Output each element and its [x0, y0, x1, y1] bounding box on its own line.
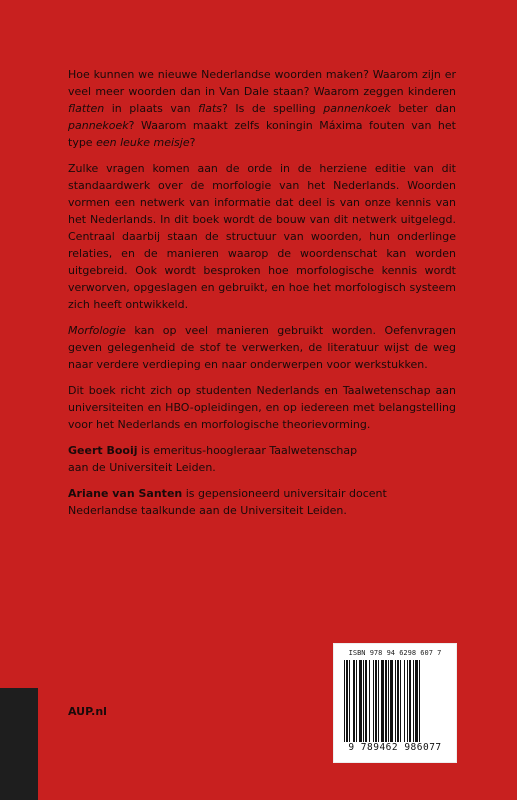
intro-em-leuke-meisje: een leuke meisje — [96, 136, 190, 149]
barcode-bar — [363, 660, 364, 742]
barcode-bar — [385, 660, 387, 742]
intro-text-4: beter dan — [390, 102, 456, 115]
barcode-bar — [369, 660, 370, 742]
barcode-bar — [390, 660, 393, 742]
intro-em-pannenkoek: pannenkoek — [323, 102, 391, 115]
isbn-text: ISBN 978 94 6298 607 7 — [348, 649, 442, 657]
book-title-em: Morfologie — [68, 324, 126, 337]
barcode-bar — [365, 660, 367, 742]
intro-text-5: ? Waarom maakt zelfs koningin Máxima fouten van het type — [68, 119, 456, 149]
barcode-label — [333, 643, 457, 763]
barcode-bar — [419, 660, 420, 742]
intro-text-2: in plaats van — [104, 102, 199, 115]
barcode-bar — [397, 660, 399, 742]
barcode-bar — [353, 660, 355, 742]
description-paragraph: Zulke vragen komen aan de orde in de herziene editie van dit standaardwerk over de morfologie van het Nederlands. Woorden vormen een netwerk van informatie dat deel is van onze kennis van het Nederlands. In dit boek wordt de bouw van dit netwerk uitgelegd. Centraal daarbij staan de structuur van woorden, hun onderlinge relaties, en de manieren waarop de woordenschat kan worden uitgebreid. Ook wordt besproken hoe morfologische kennis wordt verworven, opgeslagen en gebruikt, en hoe het morfologisch systeem zich heeft ontwikkeld. — [68, 162, 456, 311]
barcode-bar — [359, 660, 362, 742]
barcode-bar — [344, 660, 345, 742]
intro-em-pannekoek: pannekoek — [68, 119, 129, 132]
author-bio-line: is emeritus-hoogleraar Taalwetenschap — [137, 444, 358, 457]
intro-text-6: ? — [189, 136, 196, 149]
barcode-bar — [395, 660, 396, 742]
intro-text-1: Hoe kunnen we nieuwe Nederlandse woorden maken? Waarom zijn er veel meer woorden dan in Van Dale staan? Waarom zeggen kinderen — [68, 68, 456, 98]
usage-paragraph — [68, 322, 456, 373]
intro-text-3: ? Is de spelling — [222, 102, 324, 115]
author-bio-line: aan de Universiteit Leiden. — [68, 461, 216, 474]
barcode-bar — [375, 660, 377, 742]
barcode-bar — [378, 660, 379, 742]
usage-text: kan op veel manieren gebruikt worden. Oefenvragen geven gelegenheid de stof te verwerken, de literatuur wijst de weg naar verdere verdieping en naar onderwerpen voor werkstukken. — [68, 324, 456, 371]
barcode-bar — [356, 660, 357, 742]
back-cover-text — [68, 66, 456, 528]
publisher-url[interactable]: AUP.nl — [68, 705, 107, 718]
intro-paragraph — [68, 66, 456, 151]
barcode-bar — [415, 660, 418, 742]
author-bio-line: is gepensioneerd universitair docent — [182, 487, 387, 500]
barcode-digits: 9 789462 986077 — [348, 742, 442, 753]
barcode-bar — [400, 660, 401, 742]
audience-paragraph: Dit boek richt zich op studenten Nederlands en Taalwetenschap aan universiteiten en HBO-opleidingen, en op iedereen met belangstelling voor het Nederlands en morfologische theorievorming. — [68, 384, 456, 431]
barcode-bar — [404, 660, 405, 742]
barcode-bar — [407, 660, 408, 742]
barcode-bar — [349, 660, 350, 742]
intro-em-flats: flats — [198, 102, 222, 115]
author-bio-line: Nederlandse taalkunde aan de Universiteit Leiden. — [68, 504, 347, 517]
barcode-bars — [344, 660, 446, 742]
spine-stripe — [0, 688, 38, 800]
barcode-bar — [388, 660, 389, 742]
barcode-bar — [413, 660, 414, 742]
barcode-bar — [346, 660, 348, 742]
barcode-bar — [373, 660, 374, 742]
intro-em-flatten: flatten — [68, 102, 105, 115]
author-bio-booij — [68, 442, 456, 476]
author-bio-van-santen — [68, 485, 456, 519]
barcode-bar — [409, 660, 411, 742]
author-name: Ariane van Santen — [68, 487, 183, 500]
author-name: Geert Booij — [68, 444, 138, 457]
barcode-bar — [381, 660, 384, 742]
